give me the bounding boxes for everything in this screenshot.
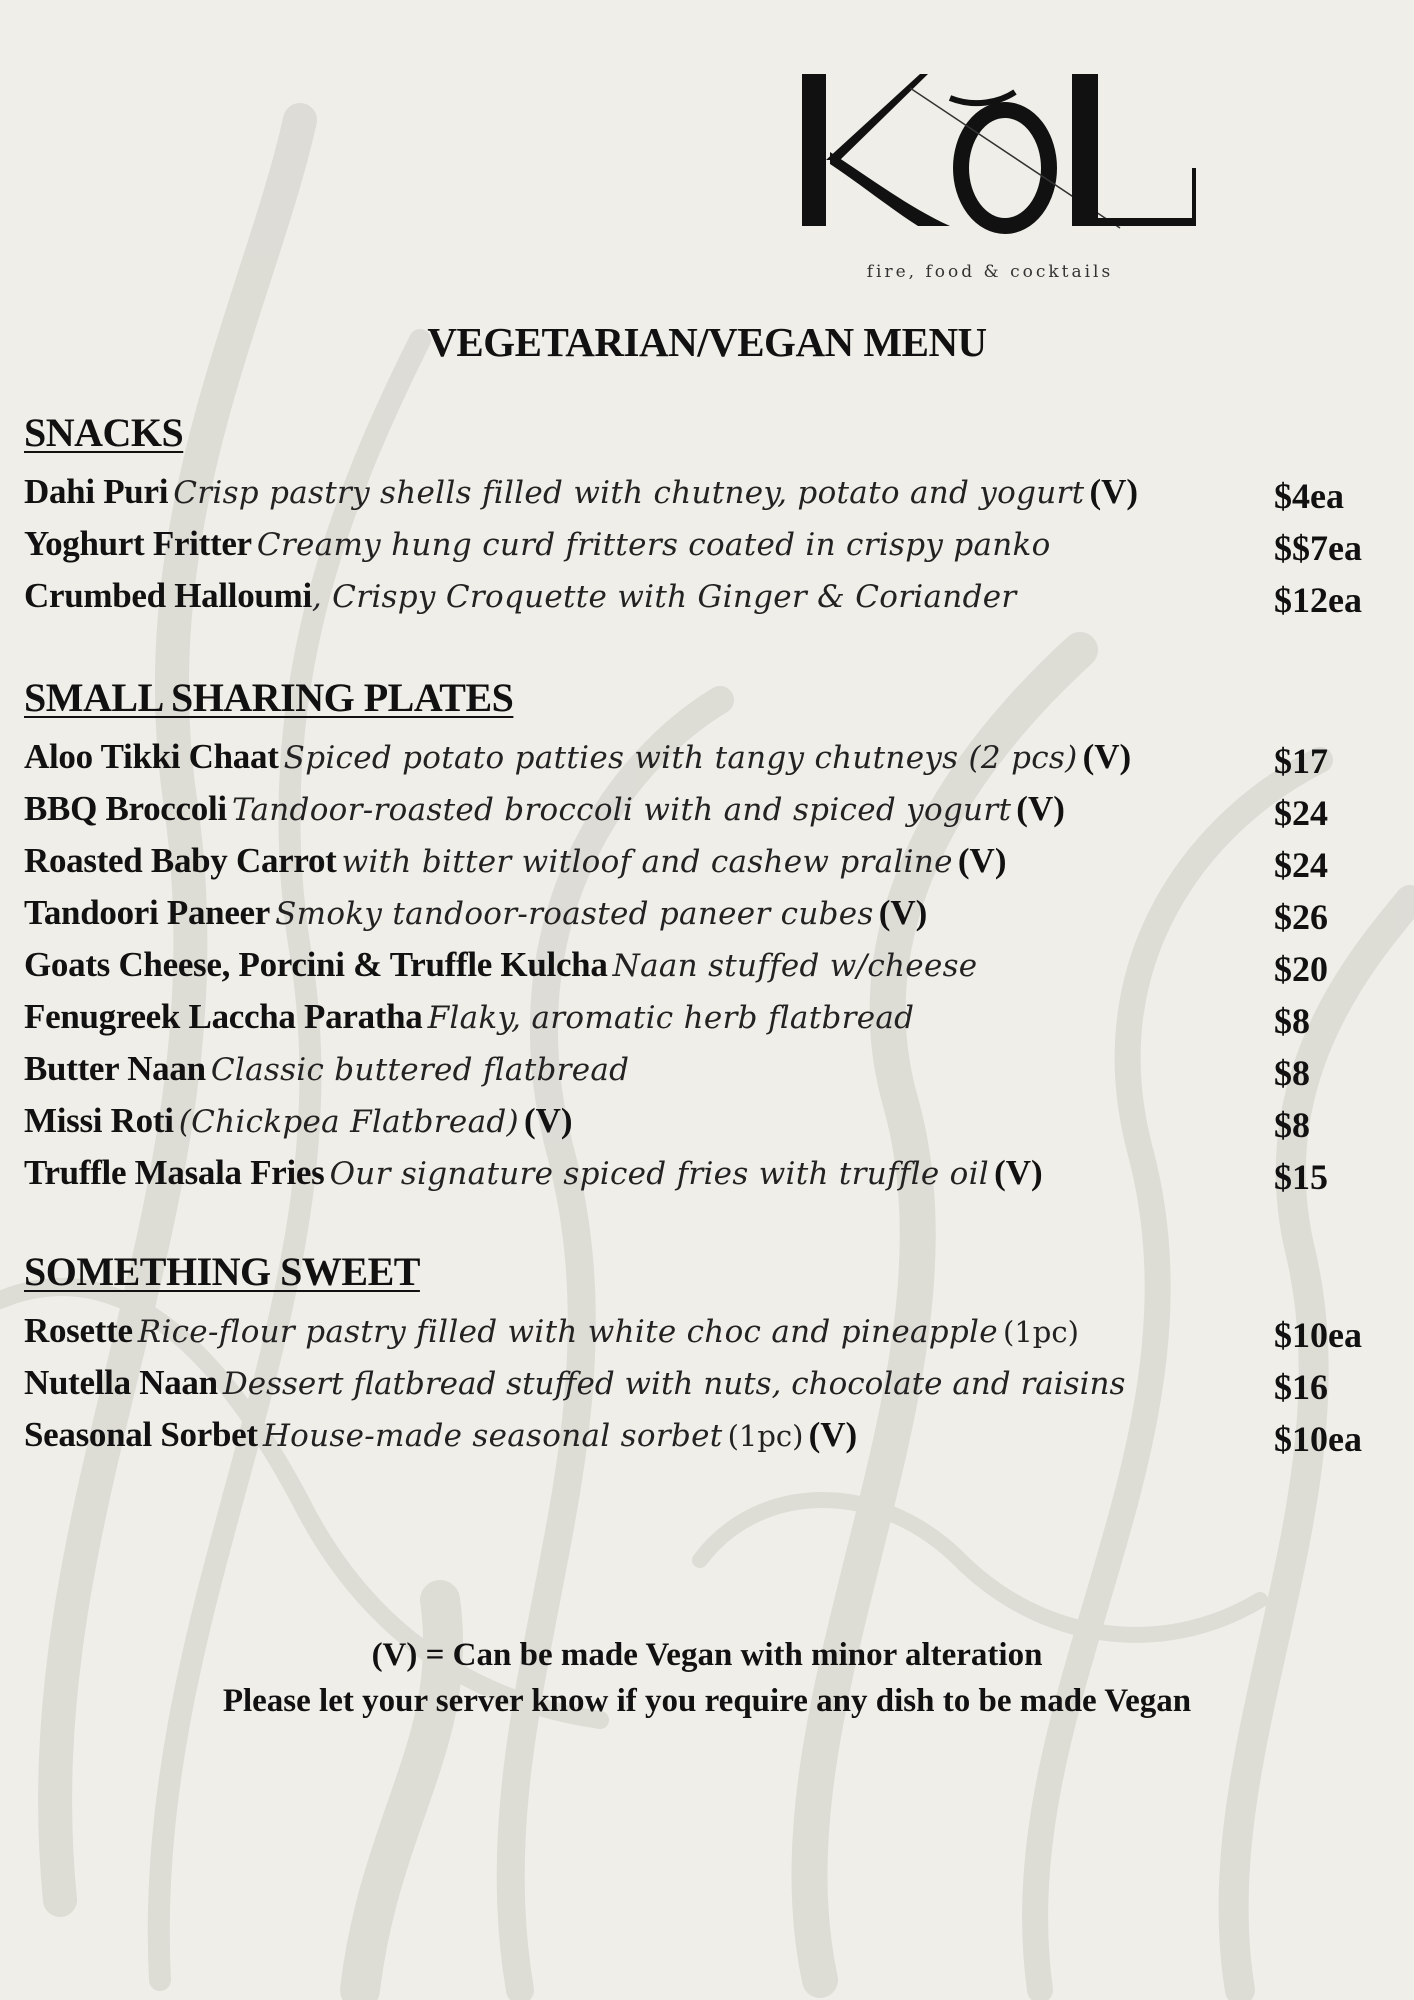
item-description: House-made seasonal sorbet [262, 1418, 723, 1454]
item-price: $10ea [1274, 1315, 1362, 1355]
item-price: $8 [1274, 1001, 1310, 1041]
item-description: Tandoor-roasted broccoli with and spiced yogurt [231, 792, 1012, 828]
menu-item [24, 1409, 1394, 1461]
item-name: BBQ Broccoli [24, 789, 227, 828]
item-name: Nutella Naan [24, 1363, 218, 1402]
item-description: , Crispy Croquette with Ginger & Coriander [311, 579, 1017, 615]
item-price: $$7ea [1274, 528, 1362, 568]
item-price: $17 [1274, 741, 1328, 781]
item-name: Rosette [24, 1311, 133, 1350]
item-name: Roasted Baby Carrot [24, 841, 337, 880]
item-quantity: (1pc) [727, 1419, 804, 1453]
item-description: Our signature spiced fries with truffle oil [329, 1156, 990, 1192]
vegan-marker: (V) [994, 1153, 1043, 1192]
item-name: Missi Roti [24, 1101, 174, 1140]
menu-item [24, 939, 1394, 991]
menu-title: VEGETARIAN/VEGAN MENU [427, 319, 987, 365]
item-price: $16 [1274, 1367, 1328, 1407]
item-price: $24 [1274, 845, 1328, 885]
brand-tagline: fire, food & cocktails [866, 262, 1114, 282]
section-snacks [24, 408, 1394, 622]
item-description: with bitter witloof and cashew praline [341, 844, 953, 880]
item-price: $24 [1274, 793, 1328, 833]
vegan-marker: (V) [878, 893, 928, 932]
item-name: Butter Naan [24, 1049, 206, 1088]
menu-item [24, 731, 1394, 783]
item-description: Smoky tandoor-roasted paneer cubes [275, 896, 874, 932]
item-name: Tandoori Paneer [24, 893, 271, 932]
item-price: $26 [1274, 897, 1328, 937]
item-name: Truffle Masala Fries [24, 1153, 325, 1192]
vegan-note [0, 1632, 1414, 1724]
menu-item [24, 783, 1394, 835]
kol-logo [800, 68, 1200, 238]
item-description: Spiced potato patties with tangy chutneys (2 pcs) [283, 740, 1078, 776]
item-description: Creamy hung curd fritters coated in crispy panko [256, 527, 1051, 563]
vegan-note-line-1: (V) = Can be made Vegan with minor alteration [371, 1637, 1043, 1673]
menu-item [24, 518, 1394, 570]
item-price: $4ea [1274, 476, 1344, 516]
menu-item [24, 1147, 1394, 1199]
item-quantity: (1pc) [1003, 1315, 1079, 1349]
item-description: Crisp pastry shells filled with chutney, potato and yogurt [173, 475, 1085, 511]
item-description: Flaky, aromatic herb flatbread [427, 1000, 915, 1036]
vegan-marker: (V) [957, 841, 1007, 880]
menu-item [24, 570, 1394, 622]
menu-item [24, 887, 1394, 939]
vegan-marker: (V) [808, 1415, 858, 1454]
item-description: Dessert flatbread stuffed with nuts, chocolate and raisins [222, 1366, 1126, 1402]
item-name: Crumbed Halloumi [24, 576, 312, 615]
item-description: (Chickpea Flatbread) [178, 1104, 519, 1140]
vegan-marker: (V) [1082, 737, 1132, 776]
menu-item [24, 1357, 1394, 1409]
vegan-marker: (V) [524, 1101, 573, 1140]
item-name: Yoghurt Fritter [24, 524, 252, 563]
item-price: $8 [1274, 1105, 1310, 1145]
vegan-marker: (V) [1089, 472, 1139, 511]
menu-item [24, 466, 1394, 518]
section-title: SOMETHING SWEET [24, 1249, 420, 1294]
item-name: Fenugreek Laccha Paratha [24, 997, 423, 1036]
section-title: SNACKS [24, 410, 184, 455]
section-something-sweet [24, 1247, 1394, 1461]
menu-item [24, 991, 1394, 1043]
item-price: $15 [1274, 1157, 1328, 1197]
menu-item [24, 1095, 1394, 1147]
menu-item [24, 1043, 1394, 1095]
item-name: Aloo Tikki Chaat [24, 737, 279, 776]
item-price: $10ea [1274, 1419, 1362, 1459]
item-price: $8 [1274, 1053, 1310, 1093]
vegan-note-line-2: Please let your server know if you require any dish to be made Vegan [222, 1683, 1192, 1719]
section-title: SMALL SHARING PLATES [24, 675, 514, 720]
item-description: Rice-flour pastry filled with white choc and pineapple [137, 1314, 998, 1350]
item-description: Classic buttered flatbread [210, 1052, 630, 1088]
item-description: Naan stuffed w/cheese [612, 948, 978, 984]
item-name: Dahi Puri [24, 472, 169, 511]
menu-item [24, 1305, 1394, 1357]
menu-item [24, 835, 1394, 887]
item-price: $20 [1274, 949, 1328, 989]
item-name: Goats Cheese, Porcini & Truffle Kulcha [24, 945, 608, 984]
item-price: $12ea [1274, 580, 1362, 620]
vegan-marker: (V) [1016, 789, 1065, 828]
item-name: Seasonal Sorbet [24, 1415, 258, 1454]
section-small-sharing-plates [24, 673, 1394, 1199]
